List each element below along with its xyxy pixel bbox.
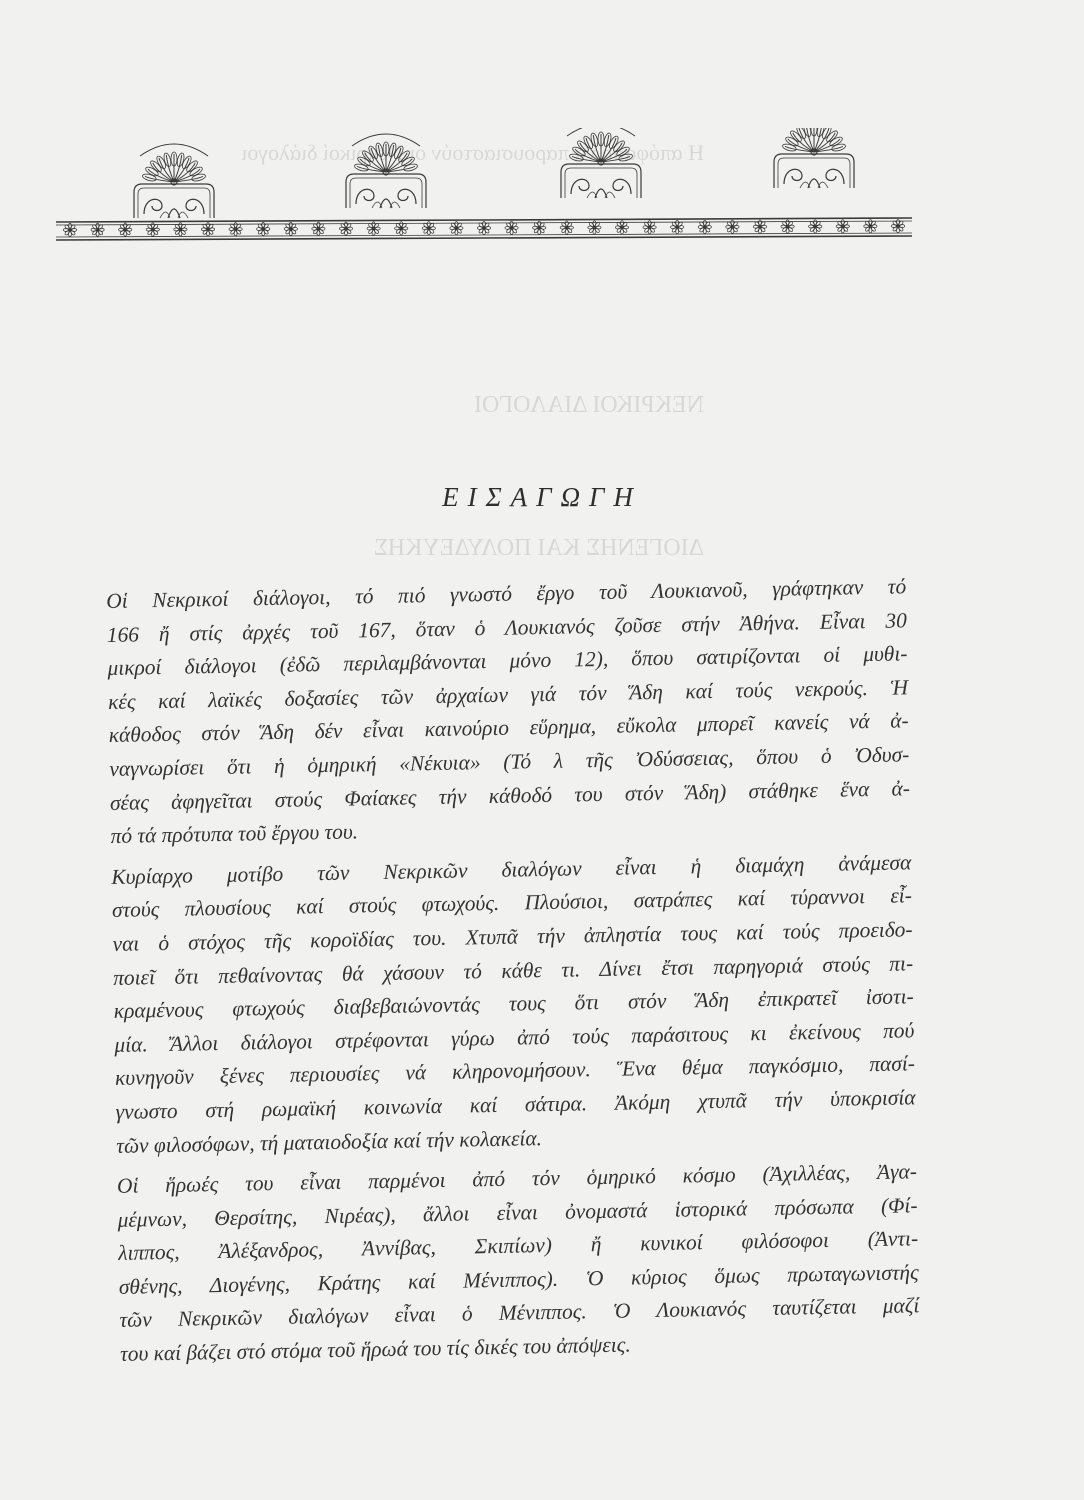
paragraph-3 (117, 1155, 921, 1371)
palmette-icon (134, 144, 214, 218)
palmette-icon (561, 128, 641, 198)
text-line: Οἱ ἥρωές του εἶναι παρμένοι ἀπό τόν ὁμηρικό κόσμο (Ἀχιλλέας, Ἀγα- (116, 1159, 918, 1198)
text-line: γνωστο στή ρωμαϊκή κοινωνία καί σάτιρα. Ἀκόμη χτυπᾶ τήν ὑποκρισία (115, 1085, 916, 1124)
text-line: σέας ἀφηγεῖται στούς Φαίακες τήν κάθοδό του στόν Ἅδη) στάθηκε ἕνα ἀ- (109, 775, 911, 815)
text-line: μικροί διάλογοι (ἐδῶ περιλαμβάνονται μόνο 12), ὅπου σατιρίζονται οἱ μυθι- (107, 641, 908, 681)
paragraph-2 (111, 846, 916, 1163)
palmette-icon (346, 134, 426, 208)
text-line: κές καί λαϊκές δοξασίες τῶν ἀρχαίων γιά τόν Ἅδη καί τούς νεκρούς. Ἡ (107, 675, 909, 714)
text-line: 166 ἤ στίς ἀρχές τοῦ 167, ὅταν ὁ Λουκιανός ζοῦσε στήν Ἀθήνα. Εἶναι 30 (106, 607, 907, 647)
text-line: μέμνων, Θερσίτης, Νιρέας), ἄλλοι εἶναι ὀνομαστά ἱστορικά πρόσωπα (Φί- (117, 1192, 918, 1232)
text-line: τῶν Νεκρικῶν διαλόγων εἶναι ὁ Μένιππος. Ὁ Λουκιανός ταυτίζεται μαζί (119, 1293, 920, 1333)
ghost-line: ΝΕΚΡΙΚΟΙ ΔΙΑΛΟΓΟΙ (473, 392, 704, 418)
text-line: Οἱ Νεκρικοί διάλογοι, τό πιό γνωστό ἔργο τοῦ Λουκιανοῦ, γράφτηκαν τό (106, 574, 907, 613)
anthemion-frieze-ornament (56, 128, 912, 258)
palmette-icon (774, 128, 854, 188)
frieze-band (56, 218, 912, 240)
text-line: πό τά πρότυπα τοῦ ἔργου του. (110, 819, 359, 849)
ghost-line: ΔΙΟΓΕΝΗΣ ΚΑΙ ΠΟΛΥΔΕΥΚΗΣ (373, 535, 704, 561)
text-line: του καί βάζει στό στόμα τοῦ ἥρωά του τίς δικές του ἀπόψεις. (119, 1332, 631, 1366)
text-line: στούς πλουσίους καί στούς φτωχούς. Πλούσιοι, σατράπες καί τύραννοι εἶ- (111, 883, 913, 923)
text-line: ναι ὁ στόχος τῆς κοροϊδίας του. Χτυπᾶ τήν ἀπληστία τους καί τούς προειδο- (112, 917, 913, 956)
text-line: κάθοδος στόν Ἅδη δέν εἶναι καινούριο εὕρημα, εὔκολα μπορεῖ κανείς νά ἀ- (108, 708, 909, 748)
text-line: σθένης, Διογένης, Κράτης καί Μένιππος). Ὁ κύριος ὅμως πρωταγωνιστής (118, 1260, 919, 1299)
text-line: ναγνωρίσει ὅτι ἡ ὁμηρική «Νέκυια» (Τό λ τῆς Ὀδύσσειας, ὅπου ὁ Ὀδυσ- (109, 742, 910, 781)
introduction-text (106, 570, 920, 1378)
text-line: κυνηγοῦν ξένες περιουσίες νά κληρονομήσουν. Ἕνα θέμα παγκόσμιο, πασί- (114, 1051, 916, 1091)
text-line: τῶν φιλοσόφων, τή ματαιοδοξία καί τήν κολακεία. (116, 1125, 543, 1158)
text-line: ποιεῖ ὅτι πεθαίνοντας θά χάσουν τό κάθε τι. Δίνει ἔτσι παρηγοριά στούς πι- (112, 950, 914, 990)
text-line: κραμένους φτωχούς διαβεβαιώνοντάς τους ὅτι στόν Ἅδη ἐπικρατεῖ ἰσοτι- (113, 984, 914, 1024)
text-line: λιππος, Ἀλέξανδρος, Ἀννίβας, Σκιπίων) ἤ κυνικοί φιλόσοφοι (Ἀντι- (118, 1226, 919, 1266)
page-title: ΕΙΣΑΓΩΓΗ (442, 482, 642, 512)
text-line: Κυρίαρχο μοτίβο τῶν Νεκρικῶν διαλόγων εἶναι ἡ διαμάχη ἀνάμεσα (111, 850, 912, 889)
paragraph-1 (106, 570, 911, 853)
text-line: μία. Ἄλλοι διάλογοι στρέφονται γύρω ἀπό τούς παράσιτους κι ἐκείνους πού (114, 1017, 915, 1057)
ghost-line: Η απόφαση να παρουσιαστούν οι Νεκρικοί διάλογοι (241, 140, 704, 165)
